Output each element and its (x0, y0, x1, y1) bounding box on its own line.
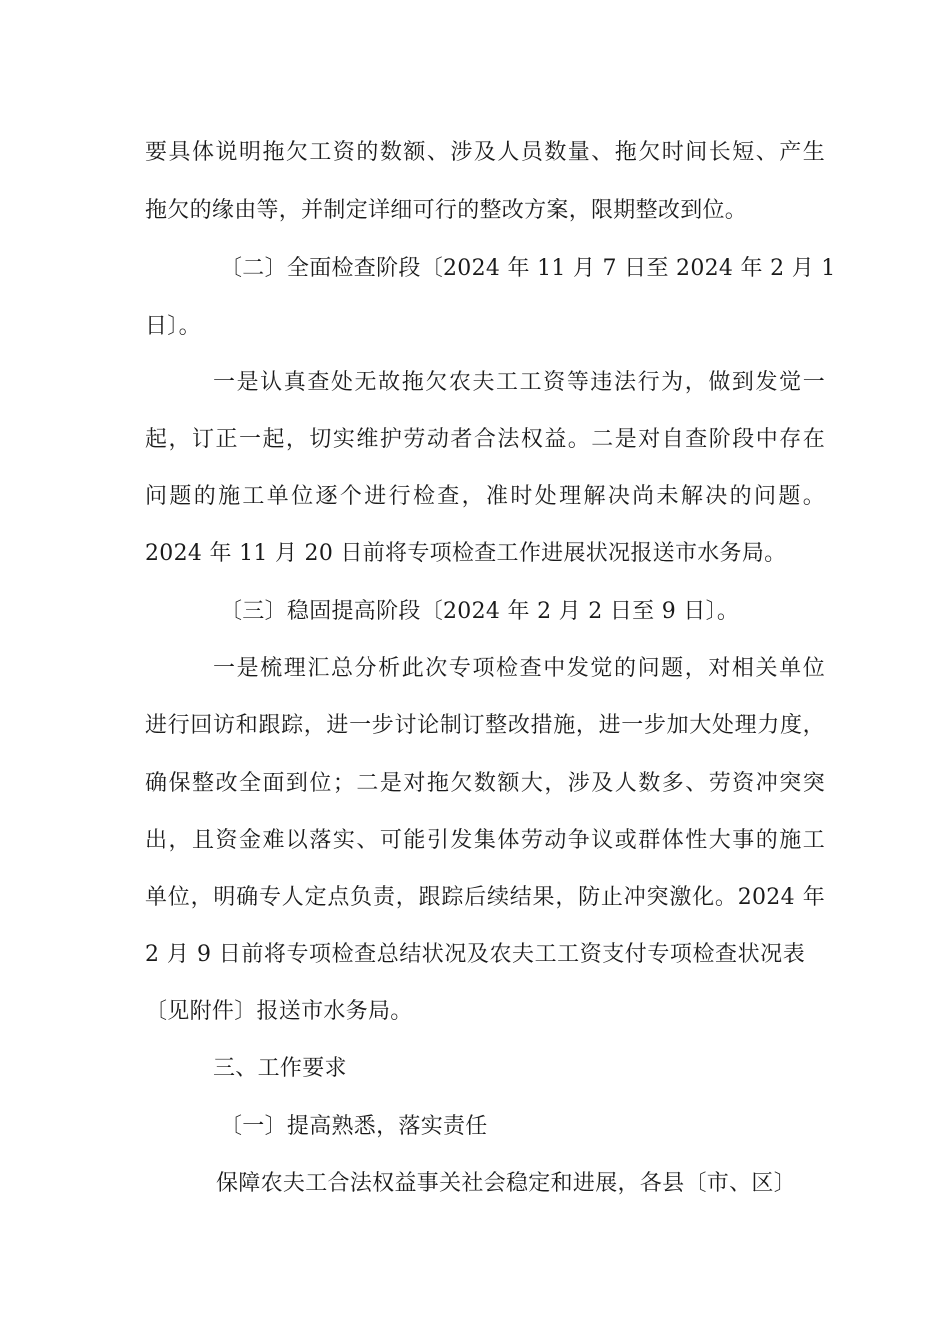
section-heading: 〔三〕稳固提高阶段〔2024 年 2 月 2 日至 9 日〕。 (220, 599, 740, 624)
body-text-line: 〔见附件〕报送市水务局。 (145, 999, 413, 1024)
body-text-line: 问题的施工单位逐个进行检查，准时处理解决尚未解决的问题。 (145, 484, 825, 509)
body-text-line: 一是梳理汇总分析此次专项检查中发觉的问题，对相关单位 (213, 656, 825, 681)
body-text-line: 确保整改全面到位；二是对拖欠数额大，涉及人数多、劳资冲突突 (145, 771, 825, 796)
body-text-line: 一是认真查处无故拖欠农夫工工资等违法行为，做到发觉一 (213, 370, 825, 395)
body-text-line: 2024 年 11 月 20 日前将专项检查工作进展状况报送市水务局。 (145, 541, 787, 566)
section-title: 三、工作要求 (213, 1056, 347, 1081)
body-text-line: 保障农夫工合法权益事关社会稳定和进展，各县〔市、区〕 (216, 1171, 796, 1196)
body-text-line: 拖欠的缘由等，并制定详细可行的整改方案，限期整改到位。 (145, 198, 748, 223)
body-text-line: 起，订正一起，切实维护劳动者合法权益。二是对自查阶段中存在 (145, 427, 825, 452)
body-text-line: 出，且资金难以落实、可能引发集体劳动争议或群体性大事的施工 (145, 828, 825, 853)
body-text-line: 进行回访和跟踪，进一步讨论制订整改措施，进一步加大处理力度， (145, 713, 825, 738)
body-text-line: 要具体说明拖欠工资的数额、涉及人员数量、拖欠时间长短、产生 (145, 140, 825, 165)
section-heading: 〔二〕全面检查阶段〔2024 年 11 月 7 日至 2024 年 2 月 1 (220, 256, 836, 281)
body-text-line: 日〕。 (145, 314, 201, 339)
body-text-line: 单位，明确专人定点负责，跟踪后续结果，防止冲突激化。2024 年 (145, 885, 825, 910)
subsection-heading: 〔一〕提高熟悉，落实责任 (220, 1114, 488, 1139)
body-text-line: 2 月 9 日前将专项检查总结状况及农夫工工资支付专项检查状况表 (145, 942, 805, 967)
